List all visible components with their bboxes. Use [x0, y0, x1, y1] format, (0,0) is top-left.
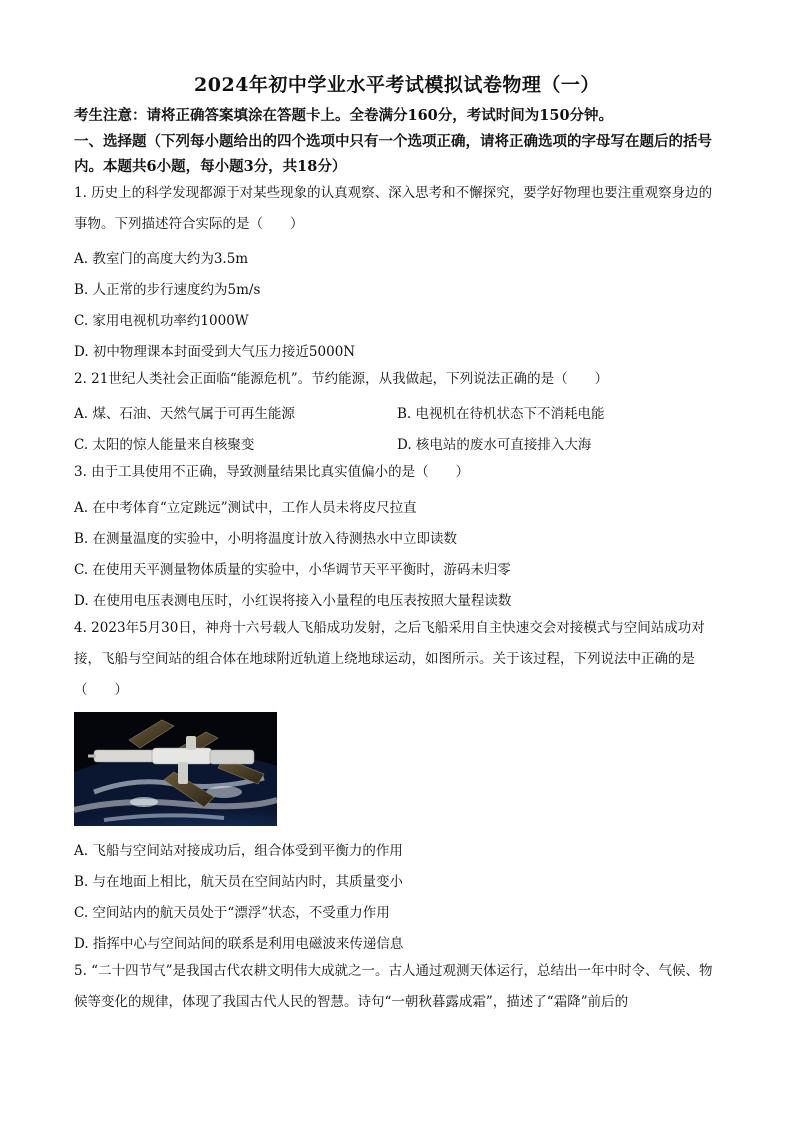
question-1-stem: 1. 历史上的科学发现都源于对某些现象的认真观察、深入思考和不懈探究，要学好物理也要注重观察身边的事物。下列描述符合实际的是（ ）	[74, 185, 713, 232]
question-2-option-b: B. 电视机在待机状态下不消耗电能	[397, 406, 605, 422]
question-2-option-c: C. 太阳的惊人能量来自核聚变	[74, 437, 255, 453]
question-4-option-d: D. 指挥中心与空间站间的联系是利用电磁波来传递信息	[74, 936, 404, 952]
question-2-stem: 2. 21世纪人类社会正面临“能源危机”。节约能源，从我做起，下列说法正确的是（ ）	[74, 371, 609, 387]
section-heading: 一、选择题（下列每小题给出的四个选项中只有一个选项正确，请将正确选项的字母写在题后的括号内。本题共6小题，每小题3分，共18分）	[74, 133, 712, 175]
page-title: 2024年初中学业水平考试模拟试卷物理（一）	[194, 74, 600, 96]
question-2-option-d: D. 核电站的废水可直接排入大海	[397, 437, 592, 453]
question-4-option-c: C. 空间站内的航天员处于“漂浮”状态，不受重力作用	[74, 905, 390, 921]
question-4-option-b: B. 与在地面上相比，航天员在空间站内时，其质量变小	[74, 874, 404, 890]
question-4-stem: 4. 2023年5月30日，神舟十六号载人飞船成功发射，之后飞船采用自主快速交会对接模式与空间站成功对接，飞船与空间站的组合体在地球附近轨道上绕地球运动，如图所示。关于该过程，下列说法中正确的是（ ）	[74, 620, 705, 698]
question-1-option-a: A. 教室门的高度大约为3.5m	[74, 251, 249, 267]
question-3-option-b: B. 在测量温度的实验中，小明将温度计放入待测热水中立即读数	[74, 531, 458, 547]
question-1-option-b: B. 人正常的步行速度约为5m/s	[74, 282, 261, 298]
question-1-option-c: C. 家用电视机功率约1000W	[74, 313, 249, 329]
question-3-option-a: A. 在中考体育“立定跳远”测试中，工作人员未将皮尺拉直	[74, 500, 417, 516]
question-3-option-c: C. 在使用天平测量物体质量的实验中，小华调节天平平衡时，游码未归零	[74, 562, 511, 578]
question-3-stem: 3. 由于工具使用不正确，导致测量结果比真实值偏小的是（ ）	[74, 464, 470, 480]
question-5-stem: 5. “二十四节气”是我国古代农耕文明伟大成就之一。古人通过观测天体运行，总结出一年中时令、气候、物候等变化的规律，体现了我国古代人民的智慧。诗句“一朝秋暮露成霜”，描述了“霜降”前后的	[74, 963, 713, 1010]
question-1-option-d: D. 初中物理课本封面受到大气压力接近5000N	[74, 344, 356, 360]
exam-notice: 考生注意：请将正确答案填涂在答题卡上。全卷满分160分，考试时间为150分钟。	[74, 107, 614, 124]
question-3-option-d: D. 在使用电压表测电压时，小红误将接入小量程的电压表按照大量程读数	[74, 593, 512, 609]
space-station-photo	[74, 712, 277, 826]
question-4-option-a: A. 飞船与空间站对接成功后，组合体受到平衡力的作用	[74, 843, 403, 859]
question-2-option-a: A. 煤、石油、天然气属于可再生能源	[74, 406, 295, 422]
